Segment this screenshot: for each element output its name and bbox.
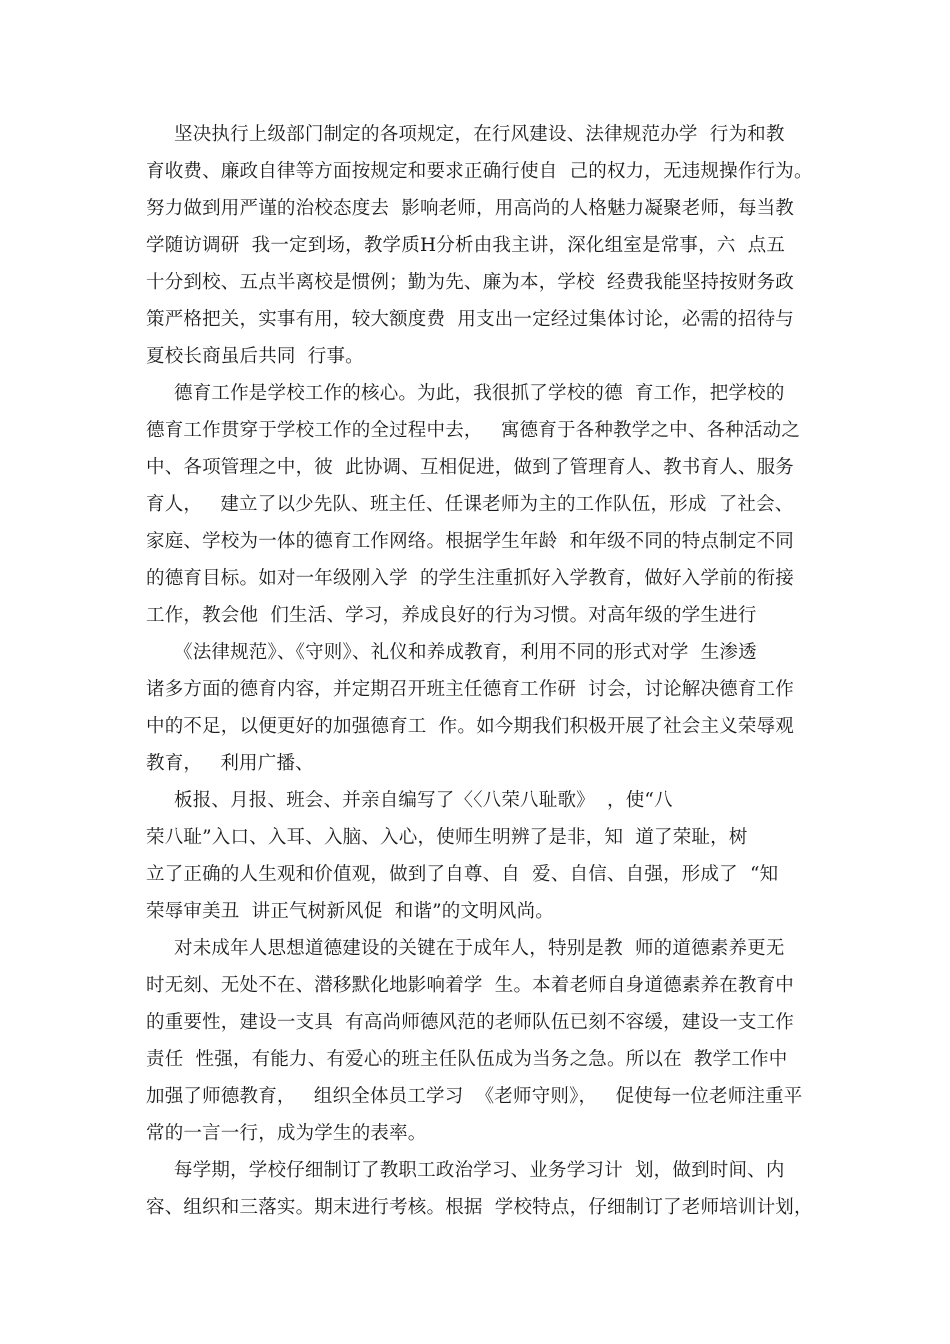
text-line: 德育工作贯穿于学校工作的全过程中去， 寓德育于各种教学之中、各种活动之 <box>146 420 801 441</box>
text-line: 中、各项管理之中，彼 此协调、互相促进，做到了管理育人、教书育人、服务 <box>146 457 794 478</box>
text-line: 十分到校、五点半离校是惯例；勤为先、廉为本，学校 经费我能坚持按财务政 <box>146 272 794 293</box>
text-line: 育收费、廉政自律等方面按规定和要求正确行使自 己的权力，无违规操作行为。 <box>146 161 813 182</box>
text-line: 育人， 建立了以少先队、班主任、任课老师为主的工作队伍，形成 了社会、 <box>146 494 794 515</box>
text-line: 容、组织和三落实。期末进行考核。根据 学校特点，仔细制订了老师培训计划， <box>146 1197 813 1218</box>
text-line: 《法律规范》、《守则》、礼仪和养成教育，利用不同的形式对学 生渗透 <box>174 642 757 663</box>
text-line: 学随访调研 我一定到场，教学质Η分析由我主讲，深化组室是常事，六 点五 <box>146 235 786 256</box>
text-line: 努力做到用严谨的治校态度去 影响老师，用高尚的人格魅力凝聚老师，每当教 <box>146 198 794 219</box>
text-line: 中的不足，以便更好的加强德育工 作。如今期我们积极开展了社会主义荣辱观 <box>146 716 794 737</box>
text-line: 对未成年人思想道德建设的关键在于成年人，特别是教 师的道德素养更无 <box>174 938 785 959</box>
text-line: 每学期，学校仔细制订了教职工政治学习、业务学习计 划，做到时间、内 <box>174 1160 785 1181</box>
text-line: 教育， 利用广播、 <box>146 753 314 774</box>
text-line: 诸多方面的德育内容，并定期召开班主任德育工作研 讨会，讨论解决德育工作 <box>146 679 794 700</box>
text-line: 板报、月报、班会、并亲自编写了〈〈八荣八耻歌》 ，使“八 <box>174 790 673 811</box>
text-line: 时无刻、无处不在、潜移默化地影响着学 生。本着老师自身道德素养在教育中 <box>146 975 794 996</box>
text-line: 常的一言一行，成为学生的表率。 <box>146 1123 427 1144</box>
text-line: 工作，教会他 们生活、学习，养成良好的行为习惯。对高年级的学生进行 <box>146 605 757 626</box>
text-line: 的重要性，建设一支具 有高尚师德风范的老师队伍已刻不容缓，建设一支工作 <box>146 1012 794 1033</box>
text-line: 家庭、学校为一体的德育工作网络。根据学生年龄 和年级不同的特点制定不同 <box>146 531 794 552</box>
text-line: 责任 性强，有能力、有爱心的班主任队伍成为当务之急。所以在 教学工作中 <box>146 1049 788 1070</box>
text-line: 荣辱审美丑 讲正气树新风促 和谐”的文明风尚。 <box>146 901 554 922</box>
text-line: 德育工作是学校工作的核心。为此，我很抓了学校的德 育工作，把学校的 <box>174 383 785 404</box>
text-line: 荣八耻”入口、入耳、入脑、入心，使师生明辨了是非，知 道了荣耻，树 <box>146 827 748 848</box>
text-line: 的德育目标。如对一年级刚入学 的学生注重抓好入学教育，做好入学前的衔接 <box>146 568 794 589</box>
text-line: 立了正确的人生观和价值观，做到了自尊、自 爱、自信、自强，形成了 “知 <box>146 864 779 885</box>
text-line: 加强了师德教育， 组织全体员工学习 《老师守则》， 促使每一位老师注重平 <box>146 1086 803 1107</box>
text-line: 策严格把关，实事有用，较大额度费 用支出一定经过集体讨论，必需的招待与 <box>146 309 794 330</box>
text-line: 坚决执行上级部门制定的各项规定，在行风建设、法律规范办学 行为和教 <box>174 124 785 145</box>
text-line: 夏校长商虽后共同 行事。 <box>146 346 364 367</box>
